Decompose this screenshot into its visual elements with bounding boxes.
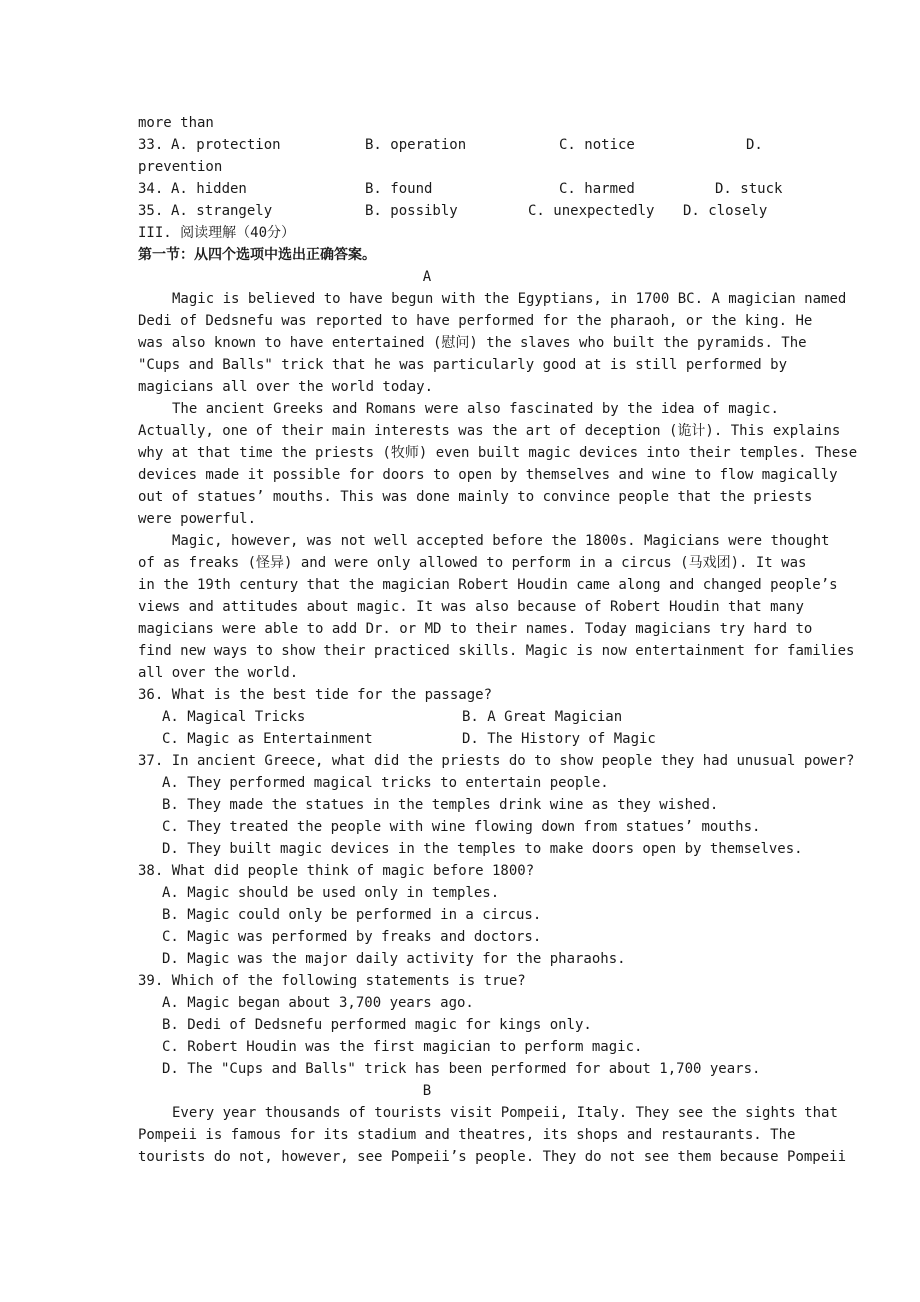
- passage-a-line: magicians all over the world today.: [138, 379, 434, 395]
- q37-option-a: A. They performed magical tricks to entertain people.: [162, 775, 609, 791]
- passage-a-line: The ancient Greeks and Romans were also fascinated by the idea of magic.: [172, 401, 779, 417]
- passage-a-line: was also known to have entertained (慰问) the slaves who built the pyramids. The: [138, 335, 807, 351]
- passage-a-line: "Cups and Balls" trick that he was particularly good at is still performed by: [138, 357, 788, 373]
- q34-option-a: A. hidden: [171, 181, 247, 197]
- question-36-options-row-2: [138, 728, 838, 750]
- passage-a-line: why at that time the priests (牧师) even built magic devices into their temples. These: [138, 445, 858, 461]
- question-36-stem: 36. What is the best tide for the passage?: [138, 687, 493, 703]
- question-38-stem: 38. What did people think of magic before 1800?: [138, 863, 535, 879]
- q36-option-b: B. A Great Magician: [462, 709, 623, 725]
- question-33: [138, 134, 838, 156]
- q36-option-a: A. Magical Tricks: [162, 709, 306, 725]
- q34-num: 34.: [138, 181, 164, 197]
- q39-option-b: B. Dedi of Dedsnefu performed magic for kings only.: [162, 1017, 592, 1033]
- passage-a-line: magicians were able to add Dr. or MD to their names. Today magicians try hard to: [138, 621, 813, 637]
- passage-a-line: devices made it possible for doors to open by themselves and wine to flow magically: [138, 467, 838, 483]
- passage-a-line: out of statues’ mouths. This was done mainly to convince people that the priests: [138, 489, 813, 505]
- q38-option-b: B. Magic could only be performed in a circus.: [162, 907, 542, 923]
- subsection-heading: 第一节：从四个选项中选出正确答案。: [138, 247, 376, 263]
- q39-option-d: D. The "Cups and Balls" trick has been performed for about 1,700 years.: [162, 1061, 761, 1077]
- passage-a-line: were powerful.: [138, 511, 257, 527]
- passage-b-line: Pompeii is famous for its stadium and theatres, its shops and restaurants. The: [138, 1127, 796, 1143]
- passage-a-line: Dedi of Dedsnefu was reported to have performed for the pharaoh, or the king. He: [138, 313, 813, 329]
- passage-b-line: Every year thousands of tourists visit Pompeii, Italy. They see the sights that: [172, 1105, 838, 1121]
- passage-a-line: Magic is believed to have begun with the Egyptians, in 1700 BC. A magician named: [172, 291, 847, 307]
- q33-option-c: C. notice: [559, 137, 635, 153]
- passage-a-line: find new ways to show their practiced skills. Magic is now entertainment for families: [138, 643, 855, 659]
- question-39-stem: 39. Which of the following statements is true?: [138, 973, 526, 989]
- question-37-stem: 37. In ancient Greece, what did the priests do to show people they had unusual power?: [138, 753, 855, 769]
- q38-option-d: D. Magic was the major daily activity for the pharaohs.: [162, 951, 626, 967]
- q33-option-a: A. protection: [171, 137, 281, 153]
- passage-a-line: all over the world.: [138, 665, 299, 681]
- prev-line-more-than: more than: [138, 115, 214, 131]
- passage-a-line: Actually, one of their main interests was the art of deception (诡计). This explains: [138, 423, 841, 439]
- passage-a-label: A: [422, 269, 432, 285]
- question-35: [138, 200, 838, 222]
- q34-option-b: B. found: [365, 181, 433, 197]
- q33-option-b: B. operation: [365, 137, 467, 153]
- passage-b-body: [138, 1102, 847, 1168]
- passage-b-label: B: [422, 1083, 432, 1099]
- q37-option-d: D. They built magic devices in the temples to make doors open by themselves.: [162, 841, 803, 857]
- passage-b-line: tourists do not, however, see Pompeii’s people. They do not see them because Pompeii: [138, 1149, 847, 1165]
- q39-option-a: A. Magic began about 3,700 years ago.: [162, 995, 474, 1011]
- q38-option-c: C. Magic was performed by freaks and doctors.: [162, 929, 542, 945]
- question-36-options-row-1: [138, 706, 838, 728]
- q37-option-c: C. They treated the people with wine flowing down from statues’ mouths.: [162, 819, 761, 835]
- question-34: [138, 178, 838, 200]
- q37-option-b: B. They made the statues in the temples drink wine as they wished.: [162, 797, 719, 813]
- q35-option-d: D. closely: [683, 203, 768, 219]
- q35-option-c: C. unexpectedly: [528, 203, 655, 219]
- passage-a-body: [138, 288, 858, 684]
- passage-a-line: of as freaks (怪异) and were only allowed to perform in a circus (马戏团). It was: [138, 555, 807, 571]
- q34-option-d: D. stuck: [715, 181, 783, 197]
- q35-option-a: A. strangely: [171, 203, 273, 219]
- section-heading: III. 阅读理解（40分）: [138, 225, 296, 241]
- q35-num: 35.: [138, 203, 164, 219]
- passage-a-line: views and attitudes about magic. It was also because of Robert Houdin that many: [138, 599, 804, 615]
- passage-a-line: in the 19th century that the magician Robert Houdin came along and changed people’s: [138, 577, 838, 593]
- q39-option-c: C. Robert Houdin was the first magician to perform magic.: [162, 1039, 643, 1055]
- q36-option-d: D. The History of Magic: [462, 731, 656, 747]
- q33-option-d: D.: [746, 137, 763, 153]
- passage-a-line: Magic, however, was not well accepted before the 1800s. Magicians were thought: [172, 533, 830, 549]
- q35-option-b: B. possibly: [365, 203, 458, 219]
- q36-option-c: C. Magic as Entertainment: [162, 731, 373, 747]
- worksheet-page: [138, 112, 858, 1168]
- q34-option-c: C. harmed: [559, 181, 635, 197]
- q38-option-a: A. Magic should be used only in temples.: [162, 885, 500, 901]
- q33-num: 33.: [138, 137, 164, 153]
- q33-option-d-continued: prevention: [138, 159, 223, 175]
